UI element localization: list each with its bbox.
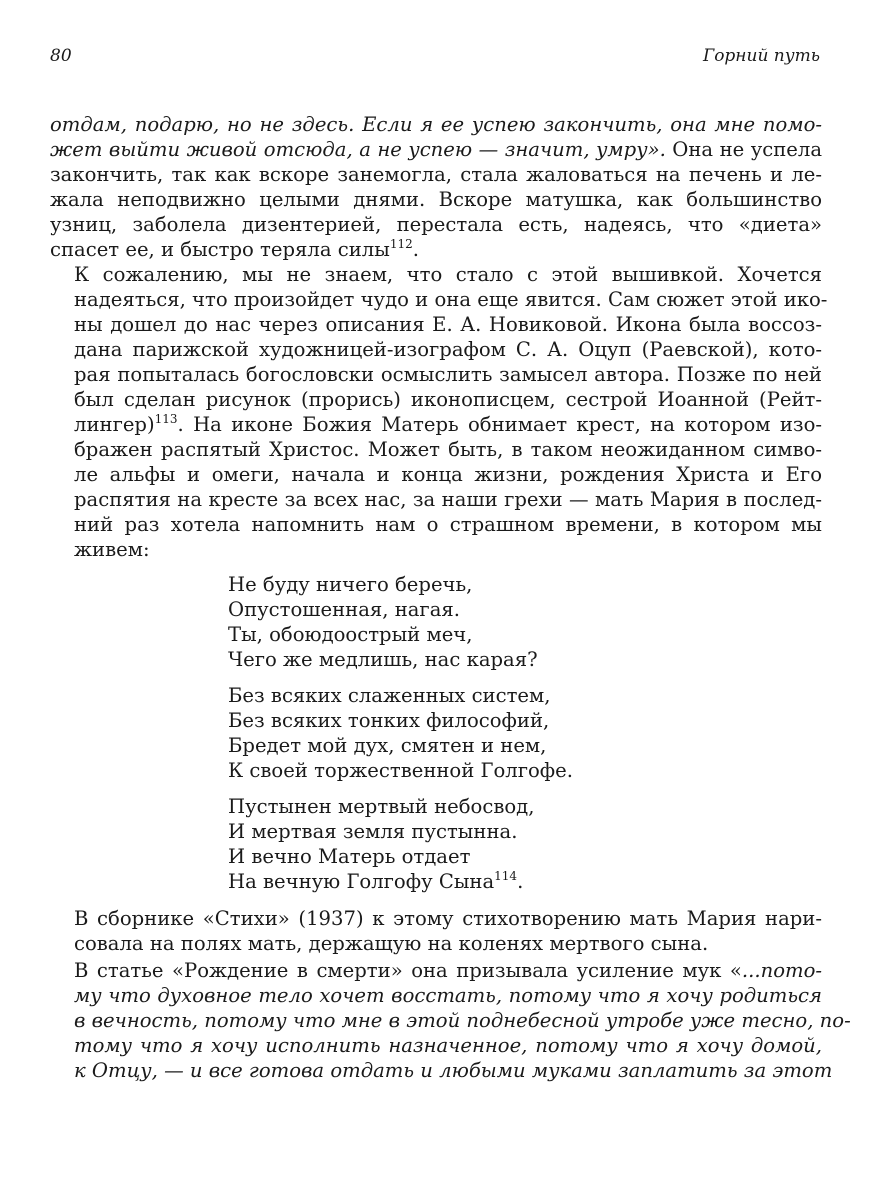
text-line <box>50 237 822 262</box>
poem-verse: Пустынен мертвый небосвод, <box>228 795 535 818</box>
text-line: распятия на кресте за всех нас, за наши грехи — мать Мария в послед- <box>74 488 822 511</box>
text-line: ний раз хотела напомнить нам о страшном времени, в котором мы <box>74 513 822 536</box>
poem-stanza-3 <box>228 794 822 894</box>
text-line: совала на полях мать, держащую на коленях мертвого сына. <box>74 932 709 955</box>
text-fragment: На вечную Голгофу Сына <box>228 870 495 893</box>
text-line: рая попыталась богословски осмыслить замысел автора. Позже по ней <box>74 363 822 386</box>
text-line: был сделан рисунок (прорись) иконописцем, сестрой Иоанной (Рейт- <box>74 388 822 411</box>
text-line: дана парижской художницей-изографом С. А. Оцуп (Раевской), кото- <box>74 338 822 361</box>
paragraph-2 <box>50 262 828 562</box>
poem-verse: К своей торжественной Голгофе. <box>228 759 573 782</box>
poem-verse: Не буду ничего беречь, <box>228 573 473 596</box>
poem-stanza-2 <box>228 683 822 783</box>
text-line: узниц, заболела дизентерией, перестала есть, надеясь, что «диета» <box>50 213 822 236</box>
poem-stanza-1 <box>228 572 822 672</box>
poem-verse: Чего же медлишь, нас карая? <box>228 648 538 671</box>
poem-verse: И вечно Матерь отдает <box>228 845 471 868</box>
poem-verse: И мертвая земля пустынна. <box>228 820 518 843</box>
running-title: Горний путь <box>702 46 820 66</box>
footnote-ref[interactable]: 114 <box>494 869 518 883</box>
poem-verse <box>228 869 822 894</box>
quote-fragment: ...пото- <box>741 959 822 982</box>
footnote-ref[interactable]: 112 <box>389 237 413 251</box>
text-fragment: . <box>517 870 524 893</box>
text-fragment: В статье «Рождение в смерти» она призывала усиление мук « <box>74 959 742 982</box>
text-line: надеяться, что произойдет чудо и она еще явится. Сам сюжет этой ико- <box>74 288 828 311</box>
text-line: му что духовное тело хочет восстать, потому что я хочу родиться <box>74 984 822 1007</box>
text-fragment: . <box>412 238 419 261</box>
text-line: отдам, подарю, но не здесь. Если я ее успею закончить, она мне помо- <box>50 113 822 136</box>
page-number: 80 <box>50 46 72 66</box>
text-line: ны дошел до нас через описания Е. А. Новиковой. Икона была воссоз- <box>74 313 822 336</box>
poem <box>228 572 822 894</box>
text-fragment: . На иконе Божия Матерь обнимает крест, на котором изо- <box>177 413 822 436</box>
text-fragment: Она не успела <box>665 138 823 161</box>
paragraph-3 <box>50 906 822 956</box>
text-fragment: лингер) <box>74 413 155 436</box>
poem-verse: Ты, обоюдоострый меч, <box>228 623 473 646</box>
poem-verse: Без всяких тонких философий, <box>228 709 550 732</box>
text-line: живем: <box>74 538 150 561</box>
text-line: закончить, так как вскоре занемогла, стала жаловаться на печень и ле- <box>50 163 822 186</box>
text-line: тому что я хочу исполнить назначенное, потому что я хочу домой, <box>74 1034 822 1057</box>
quote-fragment: жет выйти живой отсюда, а не успею — значит, умру». <box>50 138 666 161</box>
poem-verse: Бредет мой дух, смятен и нем, <box>228 734 547 757</box>
body-text <box>50 112 851 1083</box>
text-line <box>50 412 822 437</box>
poem-verse: Опустошенная, нагая. <box>228 598 460 621</box>
text-fragment: спасет ее, и быстро теряла силы <box>50 238 390 261</box>
text-line: в вечность, потому что мне в этой поднебесной утробе уже тесно, по- <box>74 1009 851 1032</box>
text-line: к Отцу, — и все готова отдать и любыми муками заплатить за этот <box>74 1059 833 1082</box>
running-header <box>50 46 820 70</box>
text-line: бражен распятый Христос. Может быть, в таком неожиданном симво- <box>74 438 822 461</box>
paragraph-1 <box>50 112 822 262</box>
text-line <box>50 958 822 983</box>
text-line <box>50 137 822 162</box>
footnote-ref[interactable]: 113 <box>154 412 178 426</box>
text-line: В сборнике «Стихи» (1937) к этому стихотворению мать Мария нари- <box>74 907 822 930</box>
paragraph-4 <box>50 958 851 1083</box>
text-line: К сожалению, мы не знаем, что стало с этой вышивкой. Хочется <box>74 263 822 286</box>
poem-verse: Без всяких слаженных систем, <box>228 684 551 707</box>
text-line: жала неподвижно целыми днями. Вскоре матушка, как большинство <box>50 188 822 211</box>
text-line: ле альфы и омеги, начала и конца жизни, рождения Христа и Его <box>74 463 822 486</box>
